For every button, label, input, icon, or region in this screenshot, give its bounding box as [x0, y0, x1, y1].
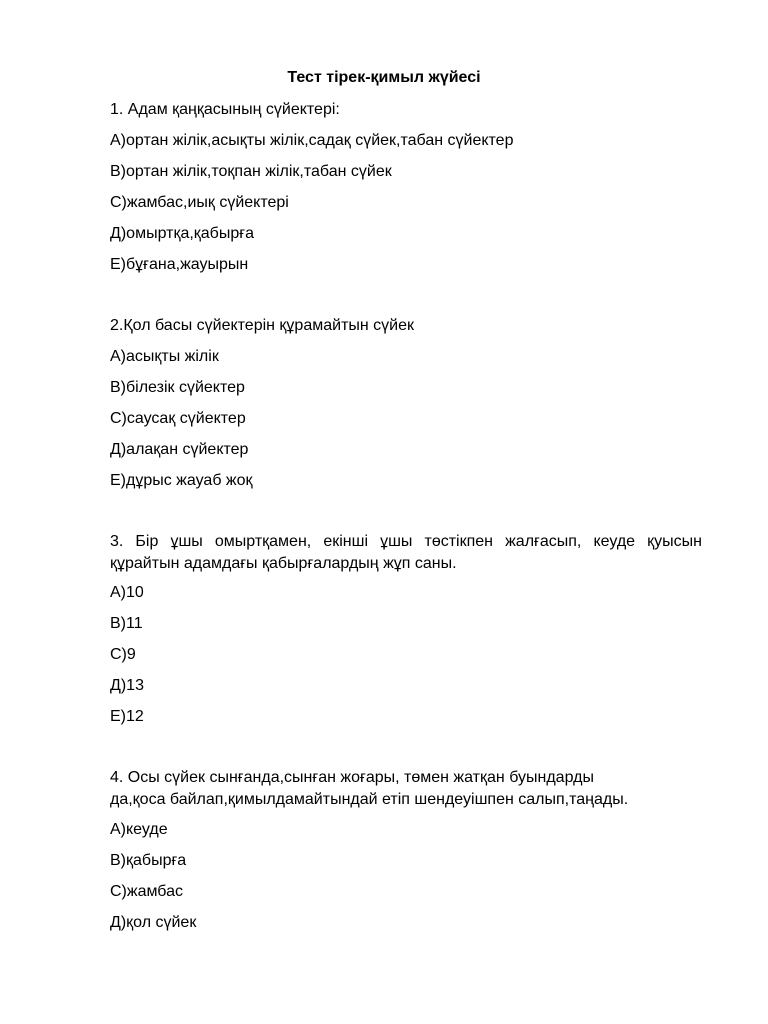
question-3-word: ұшы [170, 533, 203, 550]
question-4-text [110, 767, 702, 811]
question-3-word: омыртқамен, [214, 533, 312, 550]
question-2-text: 2.Қол басы сүйектерін құрамайтын сүйек [110, 317, 415, 334]
question-4-line-1: 4. Осы сүйек сынғанда,сынған жоғары, төмен жатқан буындарды [110, 769, 594, 786]
question-3-word: ұшы [380, 533, 413, 550]
question-1-option-b: В)ортан жілік,тоқпан жілік,табан сүйек [110, 163, 392, 180]
question-3-option-c: С)9 [110, 646, 136, 663]
question-3-option-a: А)10 [110, 584, 144, 601]
question-3-word: жалғасып, [505, 533, 582, 550]
question-3-option-e: Е)12 [110, 708, 144, 725]
question-2-option-a: А)асықты жілік [110, 348, 219, 365]
question-4-option-a: А)кеуде [110, 821, 168, 838]
question-1-option-a: А)ортан жілік,асықты жілік,садақ сүйек,табан сүйектер [110, 132, 514, 149]
question-4-option-b: В)қабырға [110, 852, 187, 869]
question-1-option-d: Д)омыртқа,қабырға [110, 225, 254, 242]
question-4-option-d: Д)қол сүйек [110, 914, 197, 931]
question-2-option-e: Е)дұрыс жауаб жоқ [110, 472, 253, 489]
question-1-text: 1. Адам қаңқасының сүйектері: [110, 101, 340, 118]
question-1-option-e: Е)бұғана,жауырын [110, 256, 249, 273]
question-3-line-2: құрайтын адамдағы қабырғалардың жұп саны. [110, 555, 457, 572]
question-4-option-c: С)жамбас [110, 883, 183, 900]
question-3-word: төстікпен [424, 533, 494, 550]
question-2-option-c: С)саусақ сүйектер [110, 410, 246, 427]
question-3-text [110, 531, 702, 575]
question-3-word: кеуде [593, 533, 636, 550]
question-4-line-2: да,қоса байлап,қимылдамайтындай етіп шендеуішпен салып,таңады. [110, 791, 629, 808]
question-3-option-b: В)11 [110, 615, 143, 632]
question-3-word: қуысын [647, 533, 702, 550]
question-3-word: екінші [323, 533, 368, 550]
question-2-option-b: В)білезік сүйектер [110, 379, 245, 396]
question-3-word: Бір [135, 533, 159, 550]
question-1-option-c: С)жамбас,иық сүйектері [110, 194, 289, 211]
document-title: Тест тірек-қимыл жүйесі [287, 69, 481, 86]
question-3-option-d: Д)13 [110, 677, 144, 694]
question-2-option-d: Д)алақан сүйектер [110, 441, 249, 458]
question-3-line-1 [110, 531, 702, 553]
question-3-word: 3. [110, 533, 124, 550]
